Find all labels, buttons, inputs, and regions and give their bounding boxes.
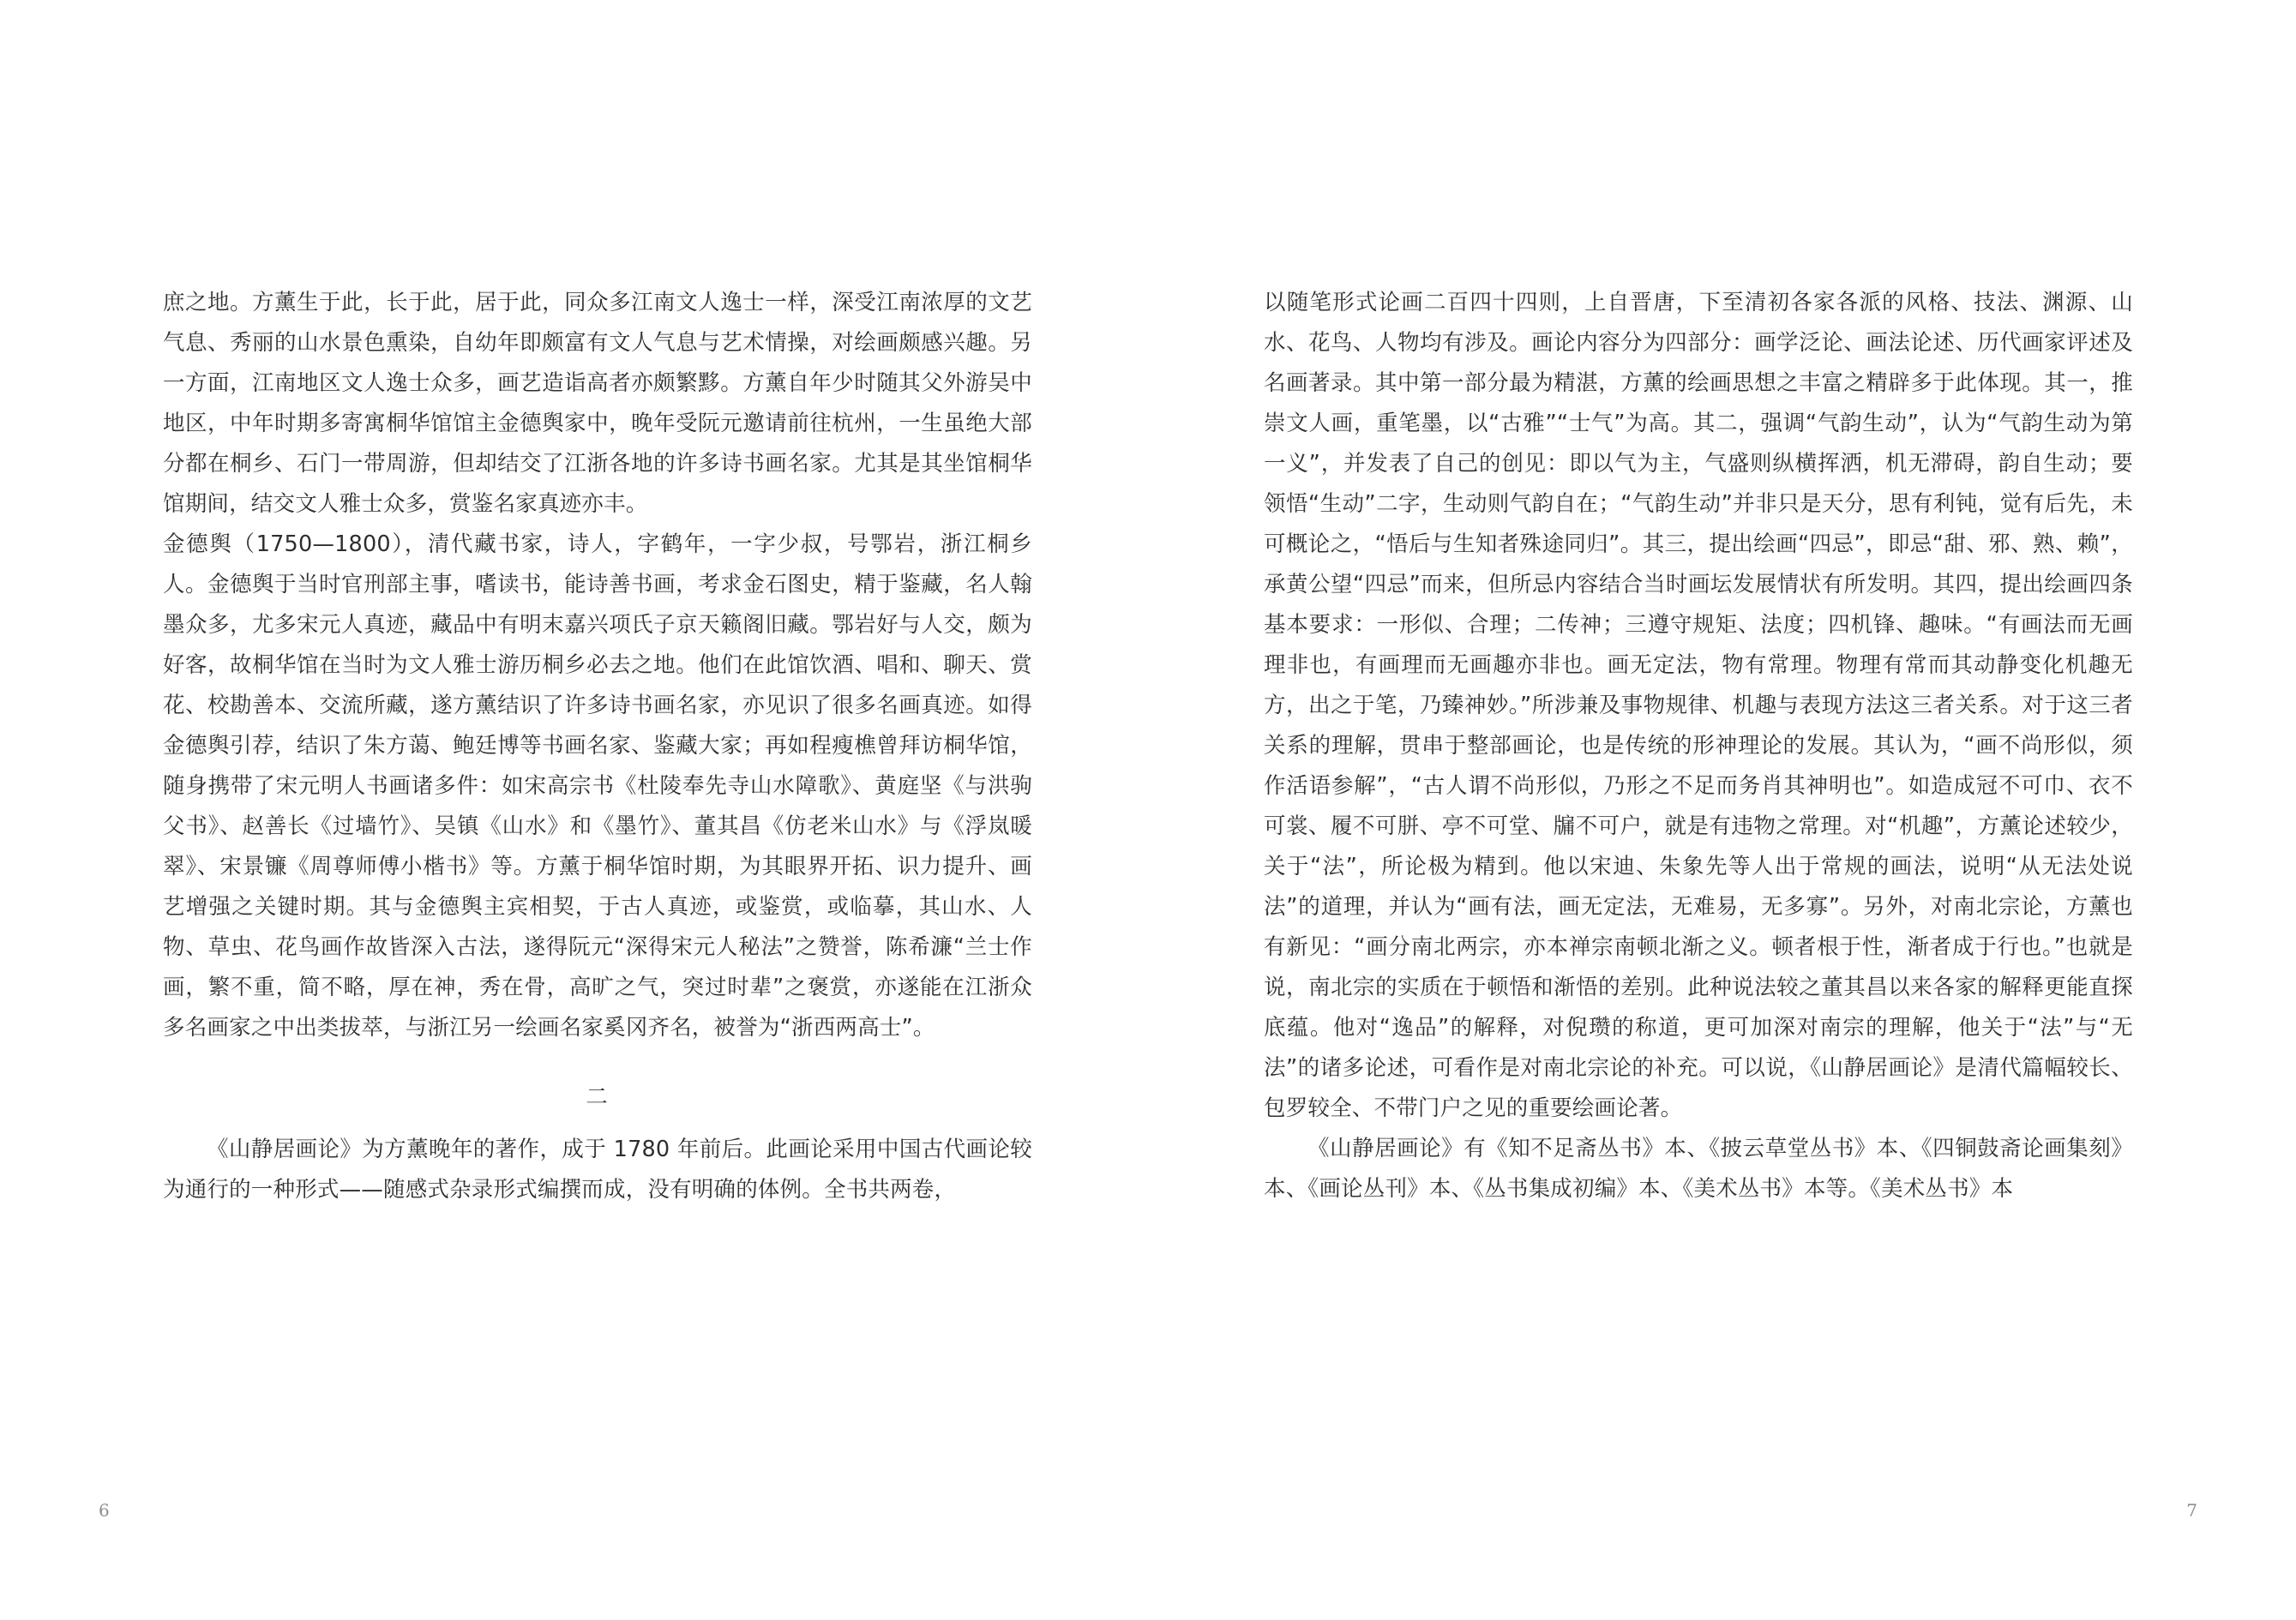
left-page-text-column <box>163 283 1032 1210</box>
page-number-right: 7 <box>2186 1500 2197 1521</box>
page-number-left: 6 <box>99 1500 110 1521</box>
paragraph: 金德舆（1750—1800），清代藏书家，诗人，字鹤年，一字少叔，号鄂岩，浙江桐乡人。金德舆于当时官刑部主事，嗜读书，能诗善书画，考求金石图史，精于鉴藏，名人翰墨众多，尤多宋元人真迹，藏品中有明末嘉兴项氏子京天籁阁旧藏。鄂岩好与人交，颇为好客，故桐华馆在当时为文人雅士游历桐乡必去之地。他们在此馆饮酒、唱和、聊天、赏花、校勘善本、交流所藏，遂方薰结识了许多诗书画名家，亦见识了很多名画真迹。如得金德舆引荐，结识了朱方蔼、鲍廷博等书画名家、鉴藏大家；再如程瘦樵曾拜访桐华馆，随身携带了宋元明人书画诸多件：如宋高宗书《杜陵奉先寺山水障歌》、黄庭坚《与洪驹父书》、赵善长《过墙竹》、吴镇《山水》和《墨竹》、董其昌《仿老米山水》与《浮岚暖翠》、宋景镰《周尊师傅小楷书》等。方薰于桐华馆时期，为其眼界开拓、识力提升、画艺增强之关键时期。其与金德舆主宾相契，于古人真迹，或鉴赏，或临摹，其山水、人物、草虫、花鸟画作故皆深入古法，遂得阮元“深得宋元人秘法”之赞誉，陈希濂“兰士作画，繁不重，简不略，厚在神，秀在骨，高旷之气，突过时辈”之褒赏，亦遂能在江浙众多名画家之中出类拔萃，与浙江另一绘画名家奚冈齐名，被誉为“浙西两高士”。 <box>163 531 1032 1041</box>
paragraph: 以随笔形式论画二百四十四则，上自晋唐，下至清初各家各派的风格、技法、渊源、山水、花鸟、人物均有涉及。画论内容分为四部分：画学泛论、画法论述、历代画家评述及名画著录。其中第一部分最为精湛，方薰的绘画思想之丰富之精辟多于此体现。其一，推崇文人画，重笔墨，以“古雅”“士气”为高。其二，强调“气韵生动”，认为“气韵生动为第一义”，并发表了自己的创见：即以气为主，气盛则纵横挥洒，机无滞碍，韵自生动；要领悟“生动”二字，生动则气韵自在；“气韵生动”并非只是天分，思有利钝，觉有后先，未可概论之，“悟后与生知者殊途同归”。其三，提出绘画“四忌”，即忌“甜、邪、熟、赖”，承黄公望“四忌”而来，但所忌内容结合当时画坛发展情状有所发明。其四，提出绘画四条基本要求：一形似、合理；二传神；三遵守规矩、法度；四机锋、趣味。“有画法而无画理非也，有画理而无画趣亦非也。画无定法，物有常理。物理有常而其动静变化机趣无方，出之于笔，乃臻神妙。”所涉兼及事物规律、机趣与表现方法这三者关系。对于这三者关系的理解，贯串于整部画论，也是传统的形神理论的发展。其认为，“画不尚形似，须作活语参解”，“古人谓不尚形似，乃形之不足而务肖其神明也”。如造成冠不可巾、衣不可裳、履不可胼、亭不可堂、牖不可户，就是有违物之常理。对“机趣”，方薰论述较少，关于“法”，所论极为精到。他以宋迪、朱象先等人出于常规的画法，说明“从无法处说法”的道理，并认为“画有法，画无定法，无难易，无多寡”。另外，对南北宗论，方薰也有新见：“画分南北两宗，亦本禅宗南顿北渐之义。顿者根于性，渐者成于行也。”也就是说，南北宗的实质在于顿悟和渐悟的差别。此种说法较之董其昌以来各家的解释更能直探底蕴。他对“逸品”的解释，对倪瓒的称道，更可加深对南宗的理解，他关于“法”与“无法”的诸多论述，可看作是对南北宗论的补充。可以说，《山静居画论》是清代篇幅较长、包罗较全、不带门户之见的重要绘画论著。 <box>1264 290 2133 1121</box>
paragraph: 《山静居画论》有《知不足斋丛书》本、《披云草堂丛书》本、《四铜鼓斋论画集刻》本、《画论丛刊》本、《丛书集成初编》本、《美术丛书》本等。《美术丛书》本 <box>1264 1136 2133 1202</box>
paragraph: 庶之地。方薰生于此，长于此，居于此，同众多江南文人逸士一样，深受江南浓厚的文艺气息、秀丽的山水景色熏染，自幼年即颇富有文人气息与艺术情操，对绘画颇感兴趣。另一方面，江南地区文人逸士众多，画艺造诣高者亦颇繁黟。方薰自年少时随其父外游吴中地区，中年时期多寄寓桐华馆馆主金德舆家中，晚年受阮元邀请前往杭州，一生虽绝大部分都在桐乡、石门一带周游，但却结交了江浙各地的许多诗书画名家。尤其是其坐馆桐华馆期间，结交文人雅士众多，赏鉴名家真迹亦丰。 <box>163 290 1032 517</box>
paragraph: 《山静居画论》为方薰晚年的著作，成于 1780 年前后。此画论采用中国古代画论较为通行的一种形式——随感式杂录形式编撰而成，没有明确的体例。全书共两卷， <box>163 1137 1032 1203</box>
page-right <box>1148 0 2296 1620</box>
section-number: 二 <box>586 1084 610 1110</box>
right-page-text-column <box>1264 283 2133 1209</box>
